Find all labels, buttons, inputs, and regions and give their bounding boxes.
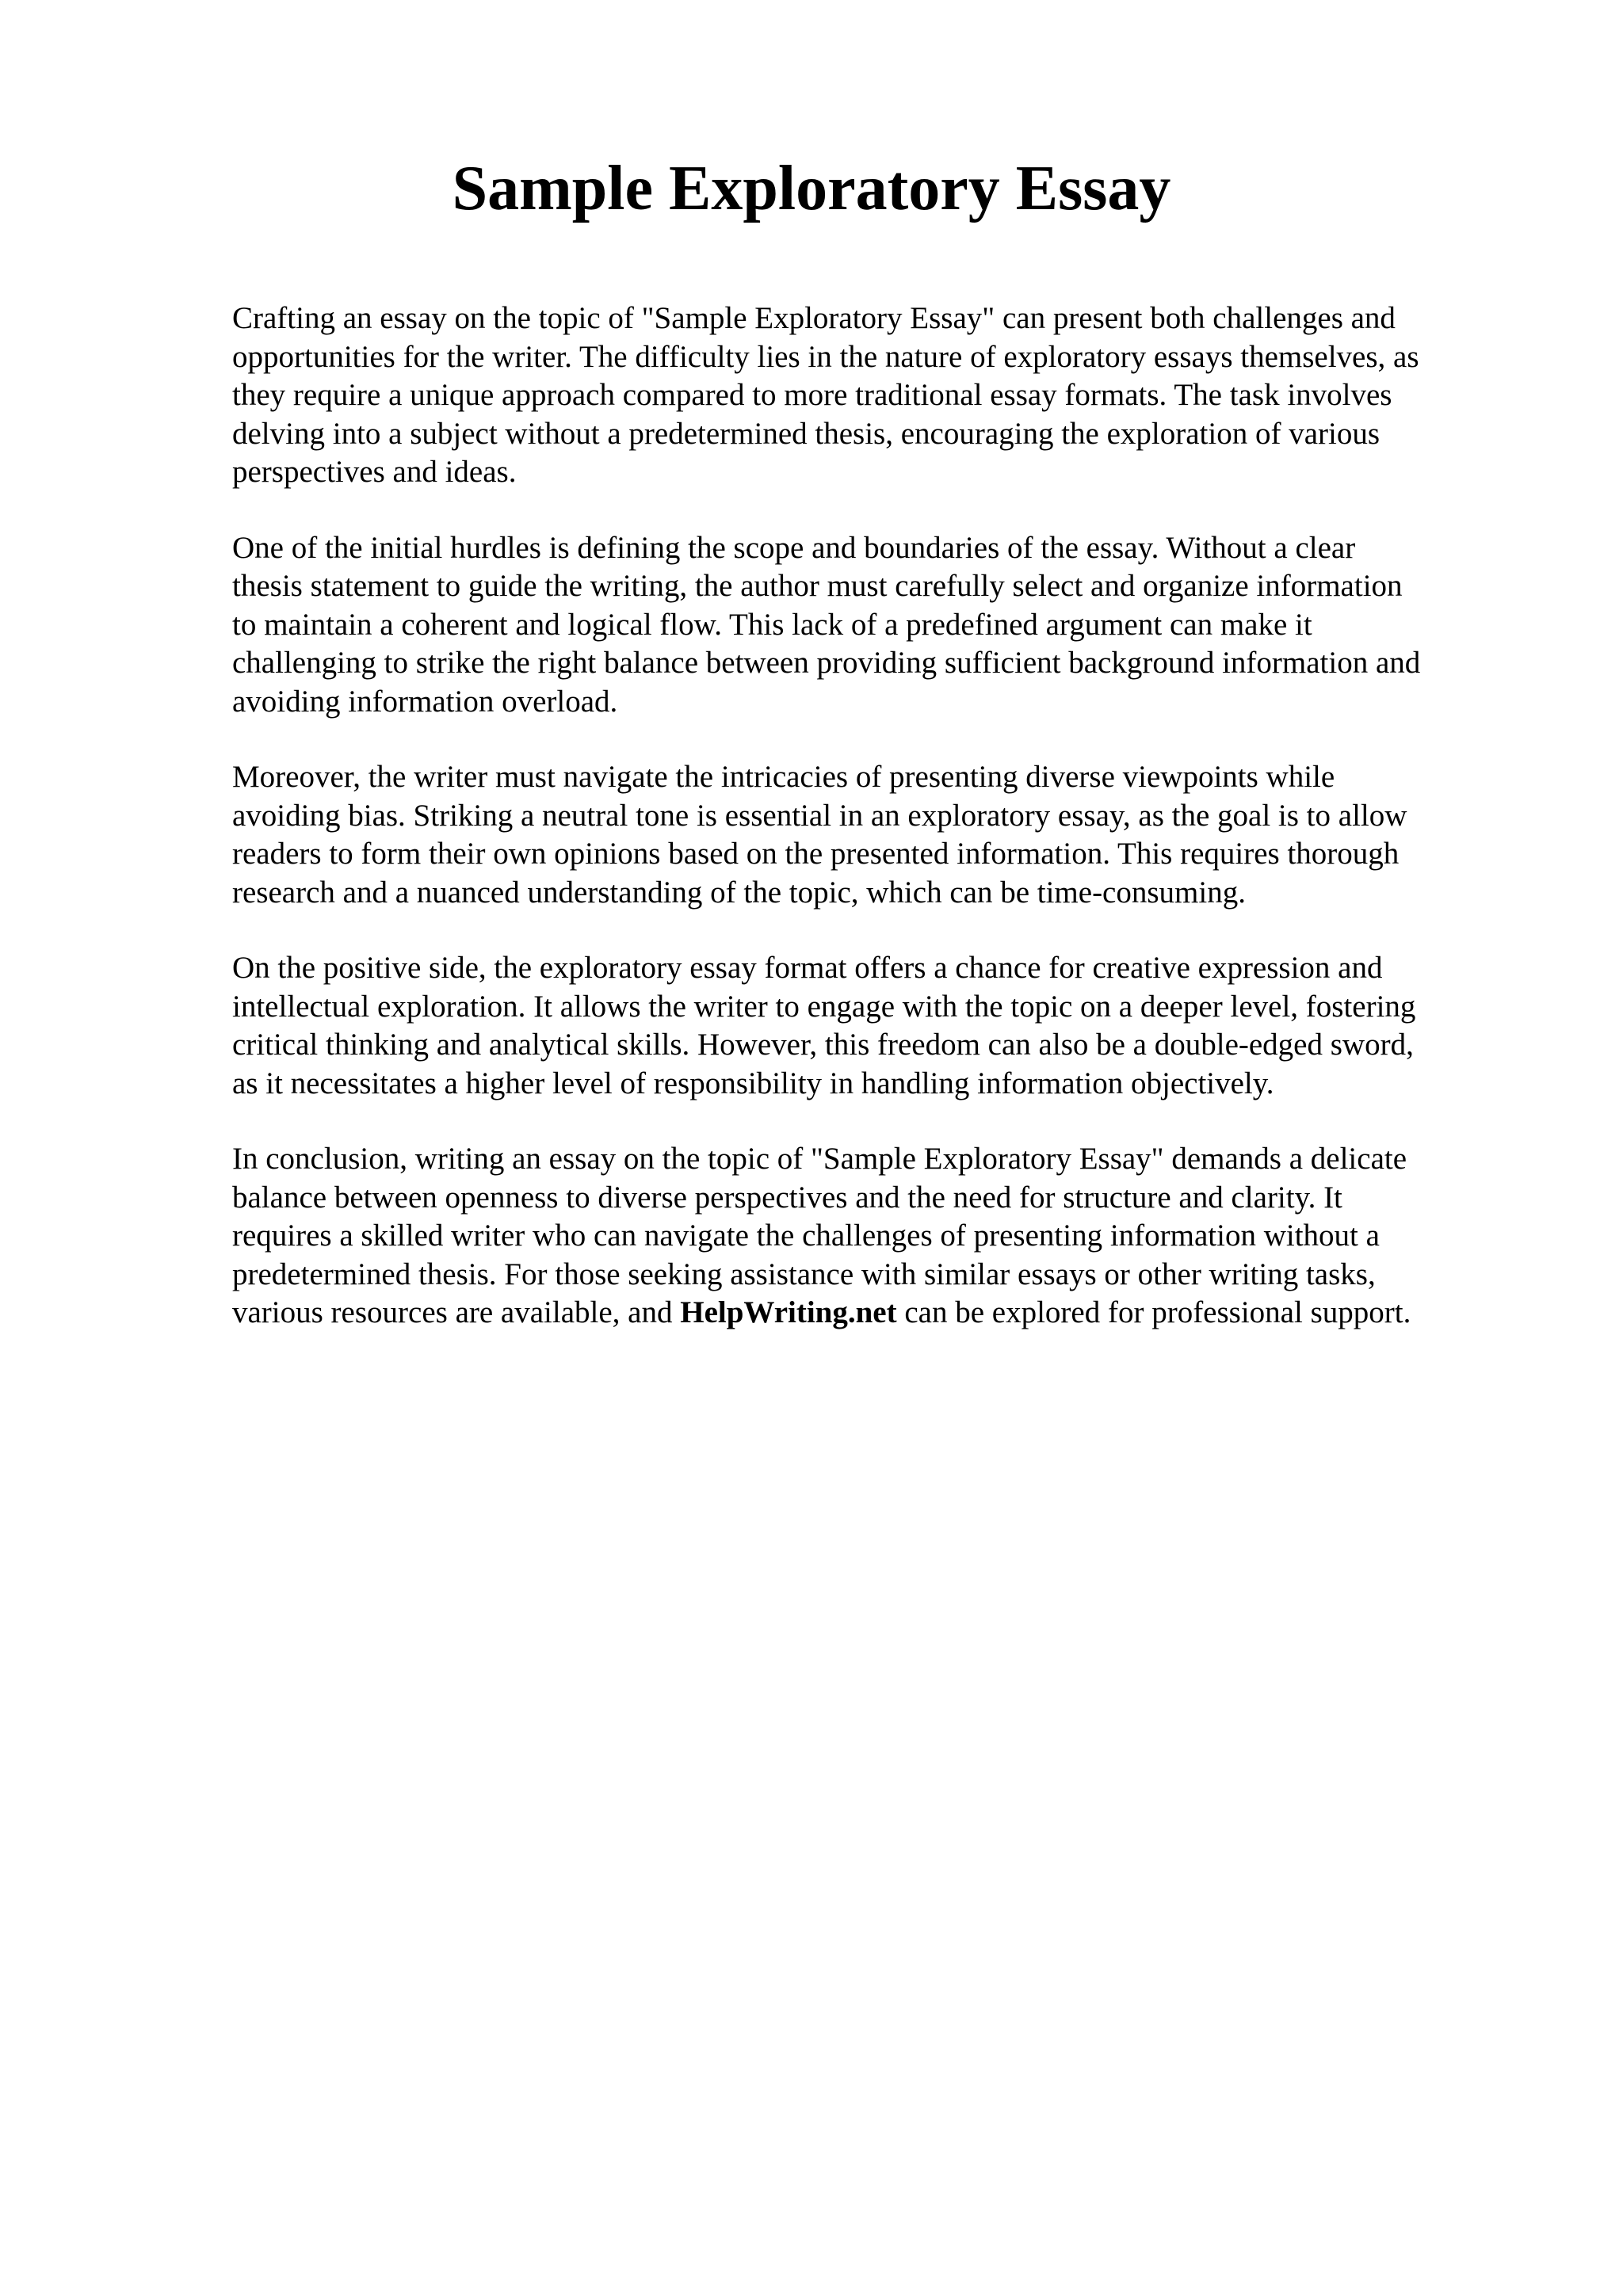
paragraph-conclusion xyxy=(232,1140,1500,1333)
paragraph-4: On the positive side, the exploratory essay format offers a chance for creative expression and intellectual exploration. It allows the writer to engage with the topic on a deeper level, fostering critical thinking and analytical skills. However, this freedom can also be a double-edged sword, as it necessitates a higher level of responsibility in handling information objectively. xyxy=(232,951,1416,1100)
paragraph-1: Crafting an essay on the topic of "Sample Exploratory Essay" can present both challenges and opportunities for the writer. The difficulty lies in the nature of exploratory essays themselves, as they require a unique approach compared to more traditional essay formats. The task involves delving into a subject without a predetermined thesis, encouraging the exploration of various perspectives and ideas. xyxy=(232,301,1419,489)
essay-body xyxy=(232,299,1500,1370)
paragraph-3: Moreover, the writer must navigate the intricacies of presenting diverse viewpoints while avoiding bias. Striking a neutral tone is essential in an exploratory essay, as the goal is to allow readers to form their own opinions based on the presented information. This requires thorough research and a nuanced understanding of the topic, which can be time-consuming. xyxy=(232,760,1407,910)
conclusion-text-before: In conclusion, writing an essay on the topic of "Sample Exploratory Essay" demands a delicate balance between openness to diverse perspectives and the need for structure and clarity. It requires a skilled writer who can navigate the challenges of presenting information without a predetermined thesis. For those seeking assistance with similar essays or other writing tasks, various resources are available, and xyxy=(232,1142,1407,1329)
page-title: Sample Exploratory Essay xyxy=(452,154,1171,223)
helpwriting-link[interactable]: HelpWriting.net xyxy=(680,1295,897,1329)
paragraph-2: One of the initial hurdles is defining the scope and boundaries of the essay. Without a clear thesis statement to guide the writing, the author must carefully select and organize information to maintain a coherent and logical flow. This lack of a predefined argument can make it challenging to strike the right balance between providing sufficient background information and avoiding information overload. xyxy=(232,530,1421,719)
conclusion-text-after: can be explored for professional support. xyxy=(896,1295,1411,1329)
